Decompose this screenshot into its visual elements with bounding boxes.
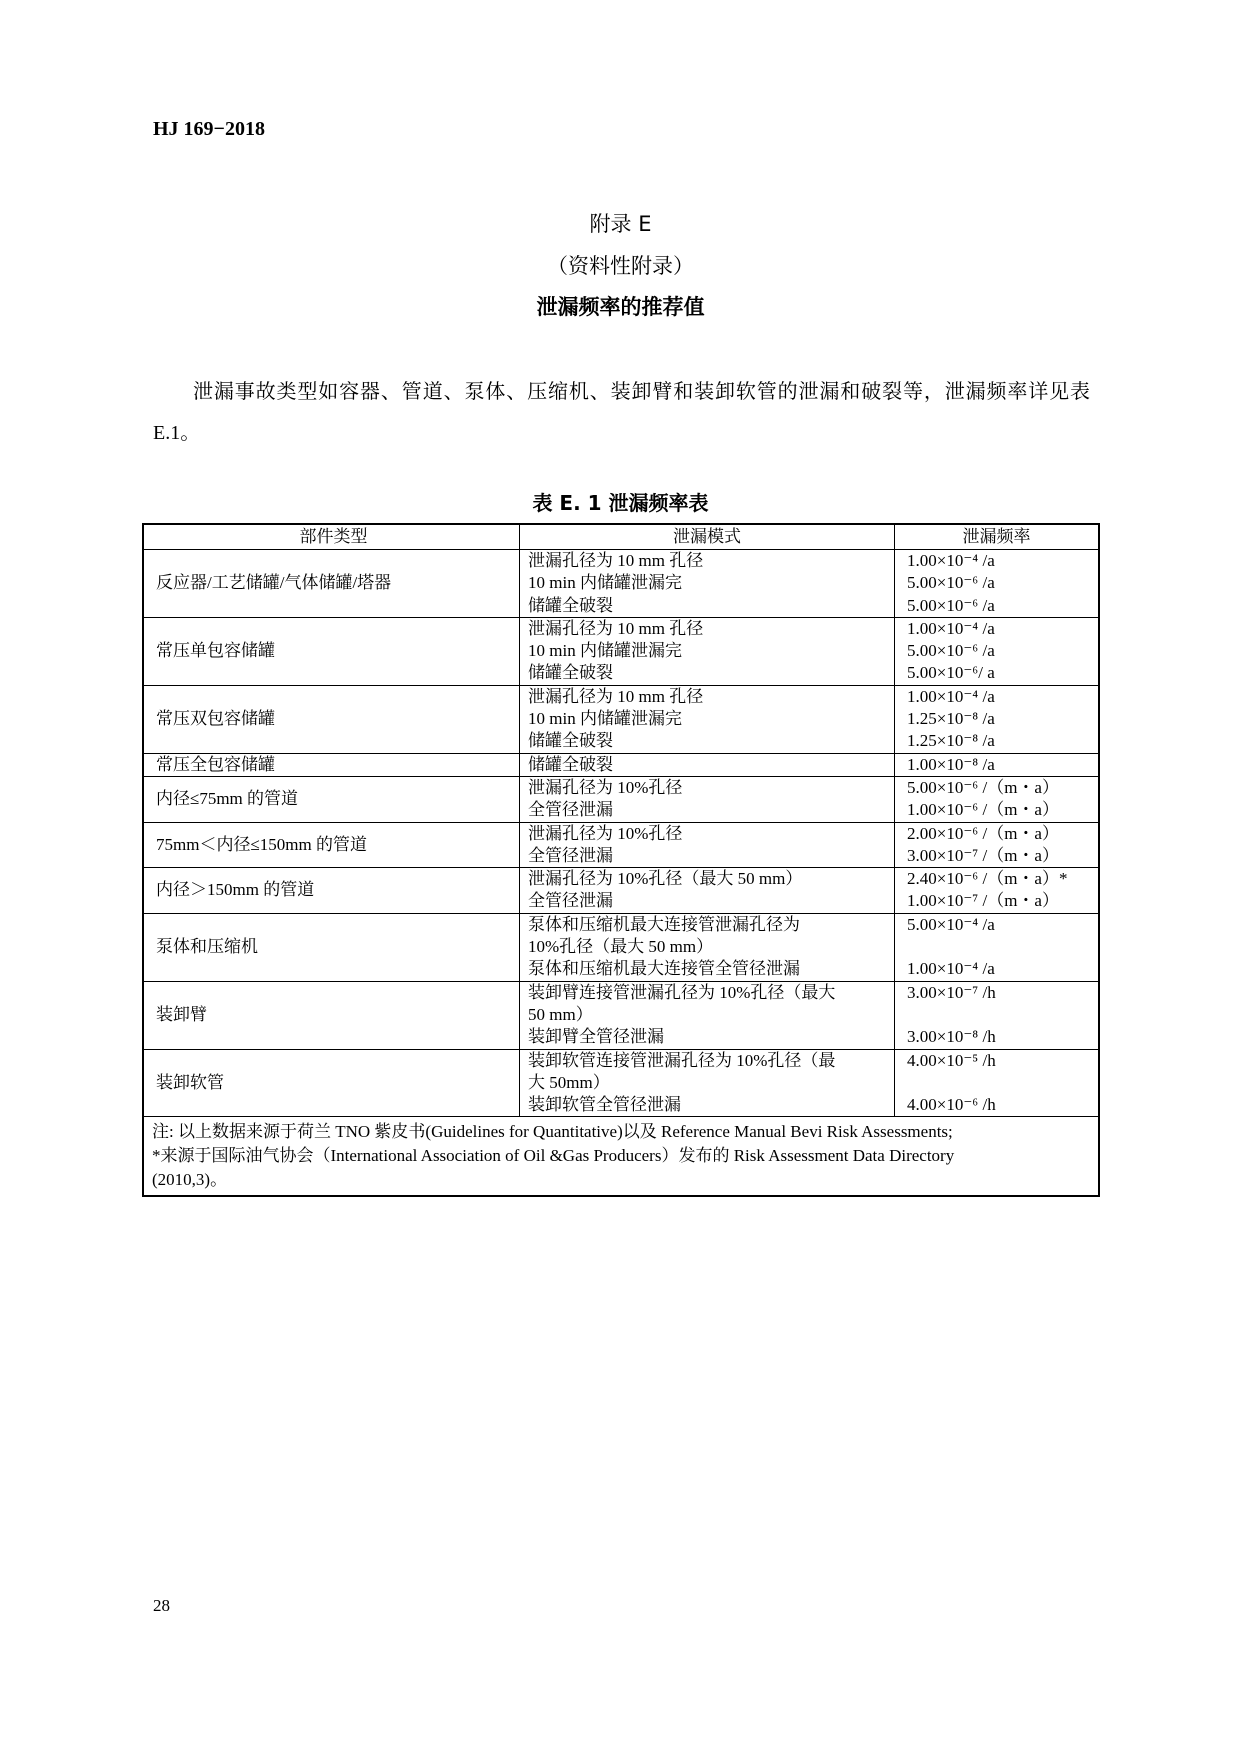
appendix-title: 附录 E xyxy=(589,212,652,236)
frequency-line: 5.00×10⁻⁶ /（m・a） xyxy=(907,777,1059,797)
mode-line: 10 min 内储罐泄漏完 xyxy=(528,709,682,729)
mode-line: 10 min 内储罐泄漏完 xyxy=(528,641,682,661)
header-component: 部件类型 xyxy=(143,524,520,550)
frequency-line: 2.40×10⁻⁶ /（m・a）* xyxy=(907,869,1068,889)
frequency-line: 1.00×10⁻⁴ /a xyxy=(907,959,995,979)
mode-line: 装卸臂全管径泄漏 xyxy=(528,1027,664,1047)
frequency-line: 5.00×10⁻⁶/ a xyxy=(907,663,995,683)
frequency-line: 3.00×10⁻⁷ /（m・a） xyxy=(907,845,1059,865)
frequency-cell xyxy=(895,868,1100,914)
page-number: 28 xyxy=(153,1596,170,1615)
component-cell: 装卸软管 xyxy=(143,1049,520,1117)
mode-cell xyxy=(520,868,895,914)
frequency-line: 5.00×10⁻⁶ /a xyxy=(907,595,995,615)
mode-line: 储罐全破裂 xyxy=(528,663,613,683)
mode-line: 装卸软管全管径泄漏 xyxy=(528,1095,681,1115)
frequency-line: 1.00×10⁻⁴ /a xyxy=(907,551,995,570)
frequency-line: 1.25×10⁻⁸ /a xyxy=(907,709,995,729)
note-line: 注: 以上数据来源于荷兰 TNO 紫皮书(Guidelines for Quantitative)以及 Reference Manual Bevi Risk Assessments; xyxy=(152,1122,953,1142)
mode-line: 全管径泄漏 xyxy=(528,845,613,865)
table-row xyxy=(143,776,1099,822)
mode-cell xyxy=(520,913,895,981)
mode-line: 泵体和压缩机最大连接管全管径泄漏 xyxy=(528,959,800,979)
frequency-line: 1.00×10⁻⁴ /a xyxy=(907,618,995,638)
table-row xyxy=(143,685,1099,753)
mode-line: 全管径泄漏 xyxy=(528,891,613,911)
frequency-line: 1.25×10⁻⁸ /a xyxy=(907,731,995,751)
frequency-line xyxy=(907,1072,1090,1094)
frequency-cell xyxy=(895,550,1100,618)
intro-paragraph: 泄漏事故类型如容器、管道、泵体、压缩机、装卸臂和装卸软管的泄漏和破裂等，泄漏频率详见表 E.1。 xyxy=(153,381,1090,444)
mode-line: 大 50mm） xyxy=(528,1072,610,1092)
appendix-heading: 泄漏频率的推荐值 xyxy=(536,295,705,319)
frequency-cell xyxy=(895,913,1100,981)
mode-cell xyxy=(520,1049,895,1117)
component-cell: 泵体和压缩机 xyxy=(143,913,520,981)
table-body xyxy=(143,550,1099,1117)
mode-line: 50 mm） xyxy=(528,1004,593,1024)
mode-cell xyxy=(520,822,895,868)
mode-line: 储罐全破裂 xyxy=(528,731,613,751)
frequency-line: 4.00×10⁻⁶ /h xyxy=(907,1095,996,1115)
frequency-line: 1.00×10⁻⁸ /a xyxy=(907,754,995,774)
frequency-line: 3.00×10⁻⁷ /h xyxy=(907,982,996,1002)
component-cell: 75mm＜内径≤150mm 的管道 xyxy=(143,822,520,868)
table-caption: 表 E. 1 泄漏频率表 xyxy=(532,491,709,515)
frequency-line: 4.00×10⁻⁵ /h xyxy=(907,1050,996,1070)
component-cell: 常压单包容储罐 xyxy=(143,617,520,685)
component-cell: 常压全包容储罐 xyxy=(143,753,520,776)
frequency-cell xyxy=(895,617,1100,685)
frequency-line xyxy=(907,936,1090,958)
note-line: (2010,3)。 xyxy=(152,1170,228,1190)
table-note-row xyxy=(143,1117,1099,1197)
table-row xyxy=(143,1049,1099,1117)
frequency-line: 5.00×10⁻⁴ /a xyxy=(907,914,995,934)
frequency-line: 5.00×10⁻⁶ /a xyxy=(907,573,995,593)
mode-line: 储罐全破裂 xyxy=(528,595,613,615)
leak-frequency-table xyxy=(142,523,1100,1197)
frequency-line: 1.00×10⁻⁴ /a xyxy=(907,686,995,706)
table-header-row xyxy=(143,524,1099,550)
frequency-line xyxy=(907,1004,1090,1026)
table-row xyxy=(143,617,1099,685)
table-row xyxy=(143,550,1099,618)
frequency-line: 5.00×10⁻⁶ /a xyxy=(907,641,995,661)
mode-cell xyxy=(520,617,895,685)
component-cell: 反应器/工艺储罐/气体储罐/塔器 xyxy=(143,550,520,618)
component-cell: 装卸臂 xyxy=(143,981,520,1049)
component-cell: 内径＞150mm 的管道 xyxy=(143,868,520,914)
frequency-cell xyxy=(895,1049,1100,1117)
mode-line: 全管径泄漏 xyxy=(528,800,613,820)
table-note xyxy=(143,1117,1099,1197)
mode-line: 10 min 内储罐泄漏完 xyxy=(528,573,682,593)
mode-line: 10%孔径（最大 50 mm） xyxy=(528,937,714,957)
frequency-line: 1.00×10⁻⁶ /（m・a） xyxy=(907,800,1059,820)
mode-line: 泄漏孔径为 10 mm 孔径 xyxy=(528,551,704,570)
note-line: *来源于国际油气协会（International Association of Oil &Gas Producers）发布的 Risk Assessment Data Directory xyxy=(152,1146,955,1166)
appendix-subtitle: （资料性附录） xyxy=(547,254,694,278)
table-row xyxy=(143,913,1099,981)
component-cell: 内径≤75mm 的管道 xyxy=(143,776,520,822)
mode-line: 泄漏孔径为 10%孔径 xyxy=(528,823,683,843)
mode-line: 装卸软管连接管泄漏孔径为 10%孔径（最 xyxy=(528,1050,836,1070)
mode-cell xyxy=(520,981,895,1049)
header-frequency: 泄漏频率 xyxy=(895,524,1100,550)
frequency-cell xyxy=(895,822,1100,868)
frequency-line: 3.00×10⁻⁸ /h xyxy=(907,1027,996,1047)
table-row xyxy=(143,981,1099,1049)
frequency-cell xyxy=(895,685,1100,753)
mode-line: 泄漏孔径为 10%孔径（最大 50 mm） xyxy=(528,869,803,889)
standard-code: HJ 169−2018 xyxy=(153,118,265,140)
mode-line: 泄漏孔径为 10 mm 孔径 xyxy=(528,618,704,638)
frequency-cell xyxy=(895,753,1100,776)
frequency-line: 2.00×10⁻⁶ /（m・a） xyxy=(907,823,1059,843)
table-row xyxy=(143,822,1099,868)
mode-line: 泄漏孔径为 10 mm 孔径 xyxy=(528,686,704,706)
mode-cell xyxy=(520,753,895,776)
frequency-cell xyxy=(895,981,1100,1049)
mode-line: 装卸臂连接管泄漏孔径为 10%孔径（最大 xyxy=(528,982,836,1002)
component-cell: 常压双包容储罐 xyxy=(143,685,520,753)
table-row xyxy=(143,753,1099,776)
mode-line: 泵体和压缩机最大连接管泄漏孔径为 xyxy=(528,914,800,934)
mode-cell xyxy=(520,776,895,822)
mode-cell xyxy=(520,550,895,618)
mode-cell xyxy=(520,685,895,753)
mode-line: 泄漏孔径为 10%孔径 xyxy=(528,777,683,797)
table-row xyxy=(143,868,1099,914)
frequency-cell xyxy=(895,776,1100,822)
header-mode: 泄漏模式 xyxy=(520,524,895,550)
mode-line: 储罐全破裂 xyxy=(528,754,613,774)
frequency-line: 1.00×10⁻⁷ /（m・a） xyxy=(907,891,1059,911)
